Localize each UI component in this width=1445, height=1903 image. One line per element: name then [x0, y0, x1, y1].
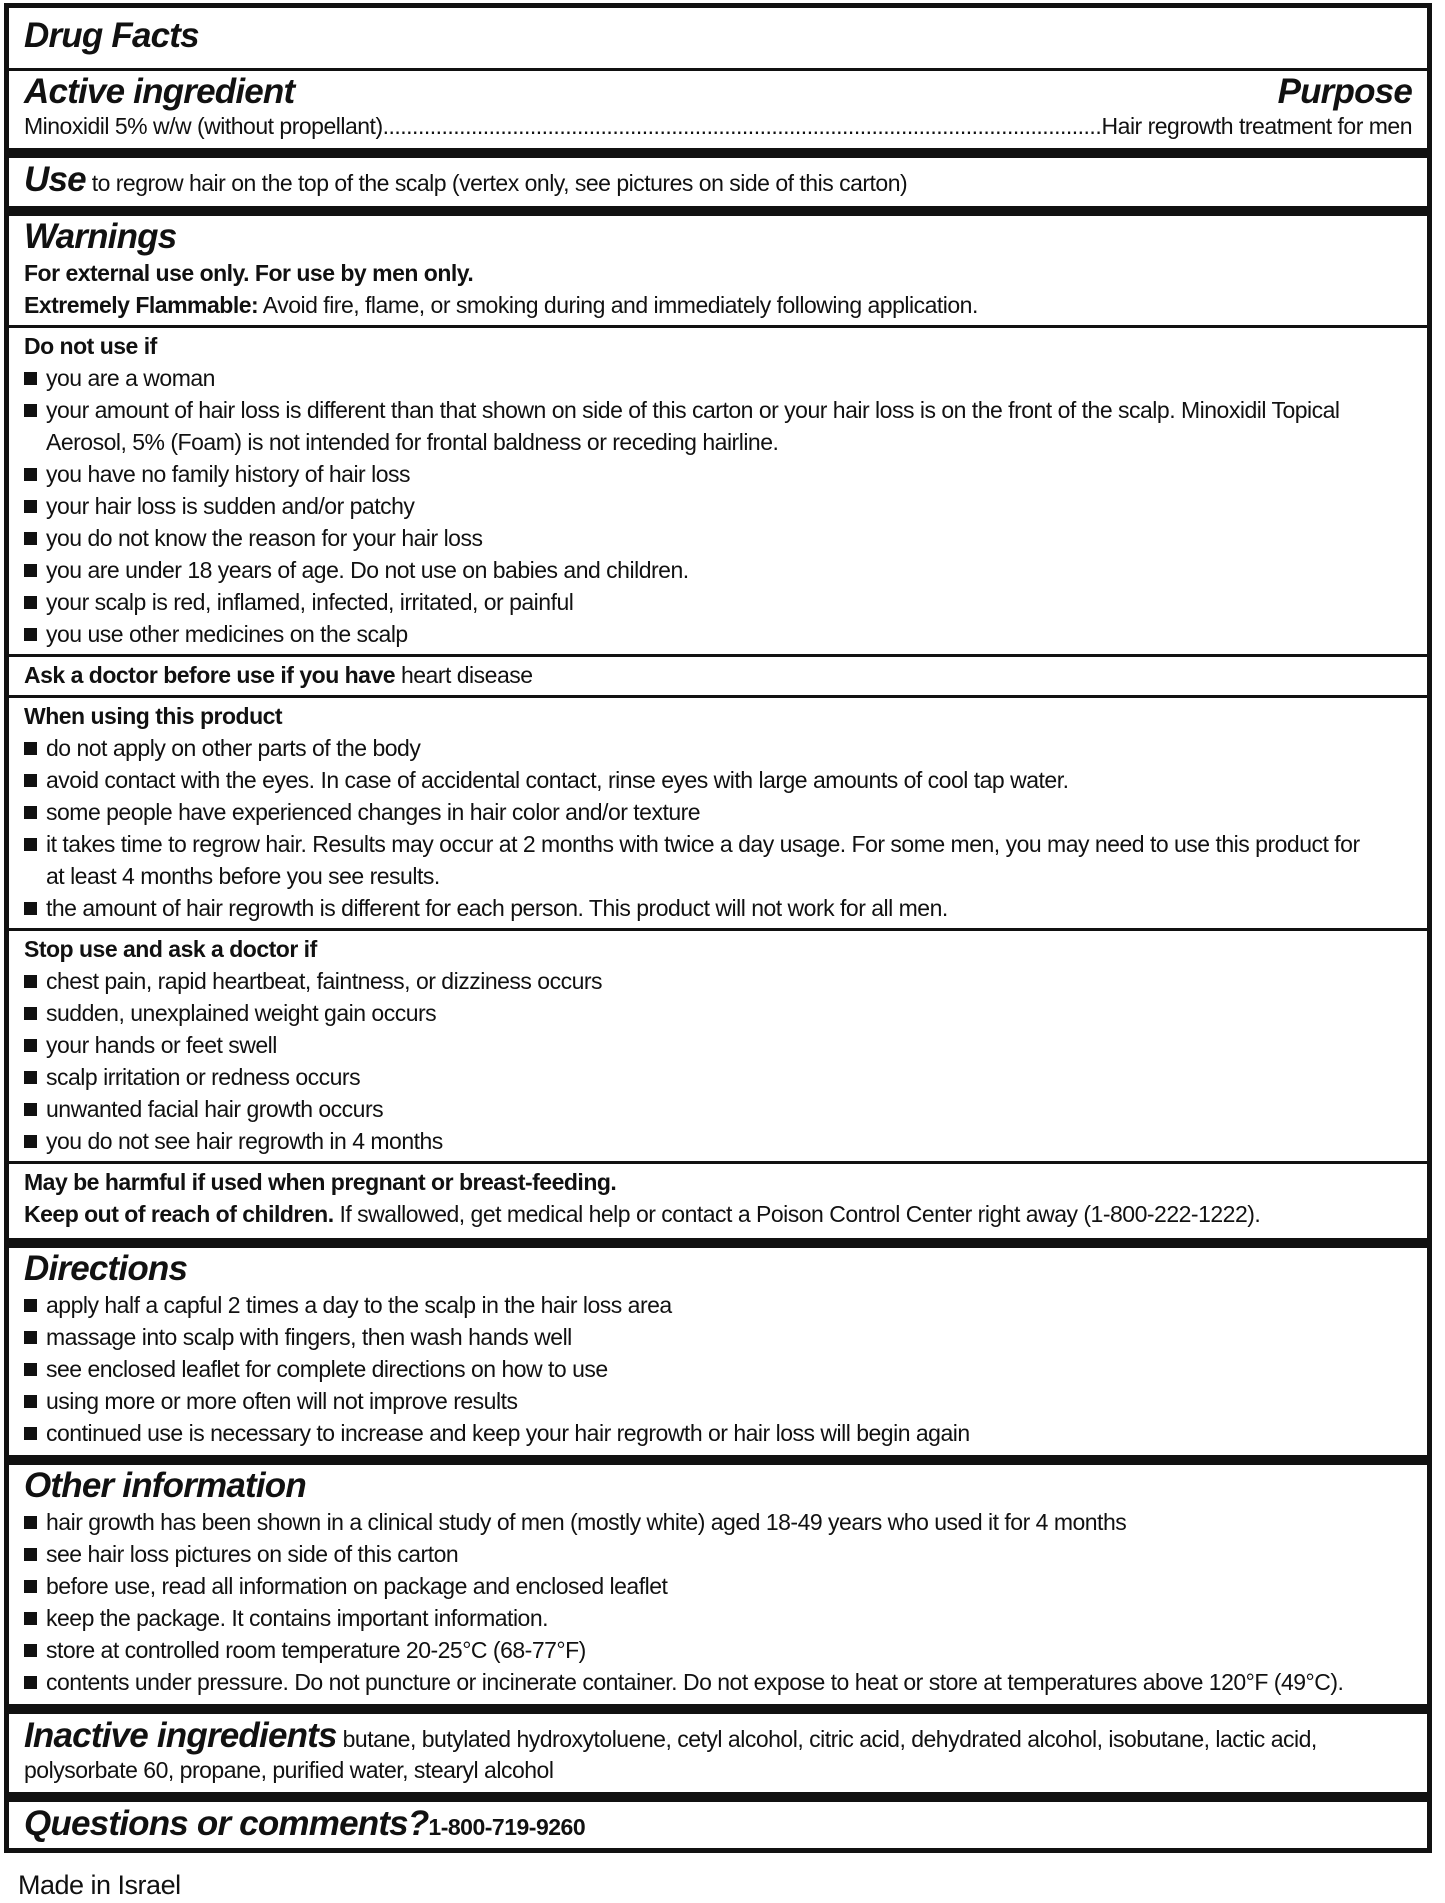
purpose-heading: Purpose	[1277, 72, 1412, 111]
list-item: keep the package. It contains important information.	[24, 1602, 1412, 1634]
flammable-text	[24, 289, 1412, 321]
other-information-heading: Other information	[24, 1466, 306, 1505]
divider	[9, 1455, 1427, 1465]
divider	[9, 1792, 1427, 1802]
inactive-ingredients	[24, 1716, 1412, 1759]
list-item: do not apply on other parts of the body	[24, 732, 1412, 764]
list-item: hair growth has been shown in a clinical study of men (mostly white) aged 18-49 years who used it for 4 months	[24, 1506, 1412, 1538]
questions-heading: Questions or comments?	[24, 1804, 429, 1843]
divider	[9, 148, 1427, 158]
flammable-detail: Avoid fire, flame, or smoking during and immediately following application.	[262, 292, 978, 318]
divider	[9, 1704, 1427, 1714]
use-heading: Use	[24, 160, 86, 199]
bullet-icon	[24, 806, 37, 819]
list-item: the amount of hair regrowth is different for each person. This product will not work for all men.	[24, 892, 1412, 924]
external-use-text: For external use only. For use by men only.	[24, 260, 474, 286]
bullet-icon	[24, 1395, 37, 1408]
bullet-icon	[24, 564, 37, 577]
made-in-text: Made in Israel	[18, 1870, 181, 1900]
list-item: see hair loss pictures on side of this carton	[24, 1538, 1412, 1570]
list-item: before use, read all information on package and enclosed leaflet	[24, 1570, 1412, 1602]
divider	[9, 1161, 1427, 1164]
keep-out-text: Keep out of reach of children. If swallowed, get medical help or contact a Poison Control Center right away (1-800-222-1222).	[24, 1201, 1261, 1227]
list-item: apply half a capful 2 times a day to the scalp in the hair loss area	[24, 1289, 1412, 1321]
directions-heading: Directions	[24, 1249, 188, 1288]
list-item: massage into scalp with fingers, then wash hands well	[24, 1321, 1412, 1353]
bullet-icon	[24, 1007, 37, 1020]
bullet-icon	[24, 774, 37, 787]
questions-phone: 1-800-719-9260	[428, 1814, 586, 1840]
bullet-icon	[24, 1516, 37, 1529]
divider	[9, 928, 1427, 931]
inactive-ingredients-line1: butane, butylated hydroxytoluene, cetyl alcohol, citric acid, dehydrated alcohol, isobutane, lactic acid,	[342, 1726, 1317, 1752]
questions-section	[24, 1804, 1412, 1847]
list-item: your hair loss is sudden and/or patchy	[24, 490, 1412, 522]
bullet-icon	[24, 1427, 37, 1440]
inactive-ingredients-line2: polysorbate 60, propane, purified water, stearyl alcohol	[24, 1757, 554, 1783]
divider	[9, 206, 1427, 216]
bullet-icon	[24, 1580, 37, 1593]
bullet-icon	[24, 628, 37, 641]
list-item: your hands or feet swell	[24, 1029, 1412, 1061]
list-item: you do not see hair regrowth in 4 months	[24, 1125, 1412, 1157]
bullet-icon	[24, 975, 37, 988]
when-using-heading: When using this product	[24, 703, 283, 729]
pregnancy-warning: May be harmful if used when pregnant or breast-feeding.	[24, 1169, 617, 1195]
page-title: Drug Facts	[24, 16, 199, 55]
bullet-icon	[24, 1299, 37, 1312]
divider	[9, 1238, 1427, 1248]
list-item: see enclosed leaflet for complete directions on how to use	[24, 1353, 1412, 1385]
bullet-icon	[24, 500, 37, 513]
list-item-continued: Aerosol, 5% (Foam) is not intended for frontal baldness or receding hairline.	[46, 429, 779, 455]
bullet-icon	[24, 742, 37, 755]
bullet-icon	[24, 1071, 37, 1084]
bullet-icon	[24, 1039, 37, 1052]
divider	[9, 68, 1427, 71]
dot-leader	[383, 110, 1102, 142]
drug-facts-panel	[4, 3, 1432, 1853]
bullet-icon	[24, 838, 37, 851]
bullet-icon	[24, 596, 37, 609]
list-item: you use other medicines on the scalp	[24, 618, 1412, 650]
list-item-continued: at least 4 months before you see results.	[46, 863, 440, 889]
list-item: your amount of hair loss is different than that shown on side of this carton or your hair loss is on the front of the scalp. Minoxidil Topical	[24, 394, 1412, 426]
purpose-text: Hair regrowth treatment for men	[1101, 113, 1412, 139]
ask-doctor-text: Ask a doctor before use if you have heart disease	[24, 662, 533, 688]
bullet-icon	[24, 1548, 37, 1561]
list-item: continued use is necessary to increase and keep your hair regrowth or hair loss will begin again	[24, 1417, 1412, 1449]
bullet-icon	[24, 1331, 37, 1344]
list-item: sudden, unexplained weight gain occurs	[24, 997, 1412, 1029]
list-item: using more or more often will not improve results	[24, 1385, 1412, 1417]
list-item: store at controlled room temperature 20-25°C (68-77°F)	[24, 1634, 1412, 1666]
use-text: to regrow hair on the top of the scalp (vertex only, see pictures on side of this carton)	[91, 170, 908, 196]
active-ingredient-heading: Active ingredient	[24, 72, 295, 111]
list-item: unwanted facial hair growth occurs	[24, 1093, 1412, 1125]
list-item: scalp irritation or redness occurs	[24, 1061, 1412, 1093]
use-section	[24, 160, 1412, 203]
inactive-ingredients-heading: Inactive ingredients	[24, 1716, 337, 1755]
bullet-icon	[24, 1135, 37, 1148]
bullet-icon	[24, 902, 37, 915]
bullet-icon	[24, 404, 37, 417]
list-item: you have no family history of hair loss	[24, 458, 1412, 490]
list-item: avoid contact with the eyes. In case of accidental contact, rinse eyes with large amounts of cool tap water.	[24, 764, 1412, 796]
list-item: contents under pressure. Do not puncture or incinerate container. Do not expose to heat or store at temperatures above 120°F (49°C).	[24, 1666, 1412, 1698]
flammable-label: Extremely Flammable:	[24, 292, 259, 318]
list-item: your scalp is red, inflamed, infected, irritated, or painful	[24, 586, 1412, 618]
bullet-icon	[24, 468, 37, 481]
bullet-icon	[24, 1363, 37, 1376]
active-ingredient-text: Minoxidil 5% w/w (without propellant)	[24, 113, 383, 139]
divider	[9, 654, 1427, 657]
bullet-icon	[24, 1103, 37, 1116]
bullet-icon	[24, 532, 37, 545]
do-not-use-heading: Do not use if	[24, 333, 157, 359]
list-item: some people have experienced changes in hair color and/or texture	[24, 796, 1412, 828]
list-item: you do not know the reason for your hair loss	[24, 522, 1412, 554]
bullet-icon	[24, 1644, 37, 1657]
stop-use-heading: Stop use and ask a doctor if	[24, 936, 317, 962]
bullet-icon	[24, 1612, 37, 1625]
active-ingredient-row	[24, 110, 1412, 142]
list-item: it takes time to regrow hair. Results may occur at 2 months with twice a day usage. For some men, you may need to use this product for	[24, 828, 1412, 860]
list-item: you are a woman	[24, 362, 1412, 394]
list-item: you are under 18 years of age. Do not use on babies and children.	[24, 554, 1412, 586]
bullet-icon	[24, 1676, 37, 1689]
bullet-icon	[24, 372, 37, 385]
warnings-heading: Warnings	[24, 217, 177, 256]
divider	[9, 325, 1427, 328]
divider	[9, 695, 1427, 698]
list-item: chest pain, rapid heartbeat, faintness, or dizziness occurs	[24, 965, 1412, 997]
